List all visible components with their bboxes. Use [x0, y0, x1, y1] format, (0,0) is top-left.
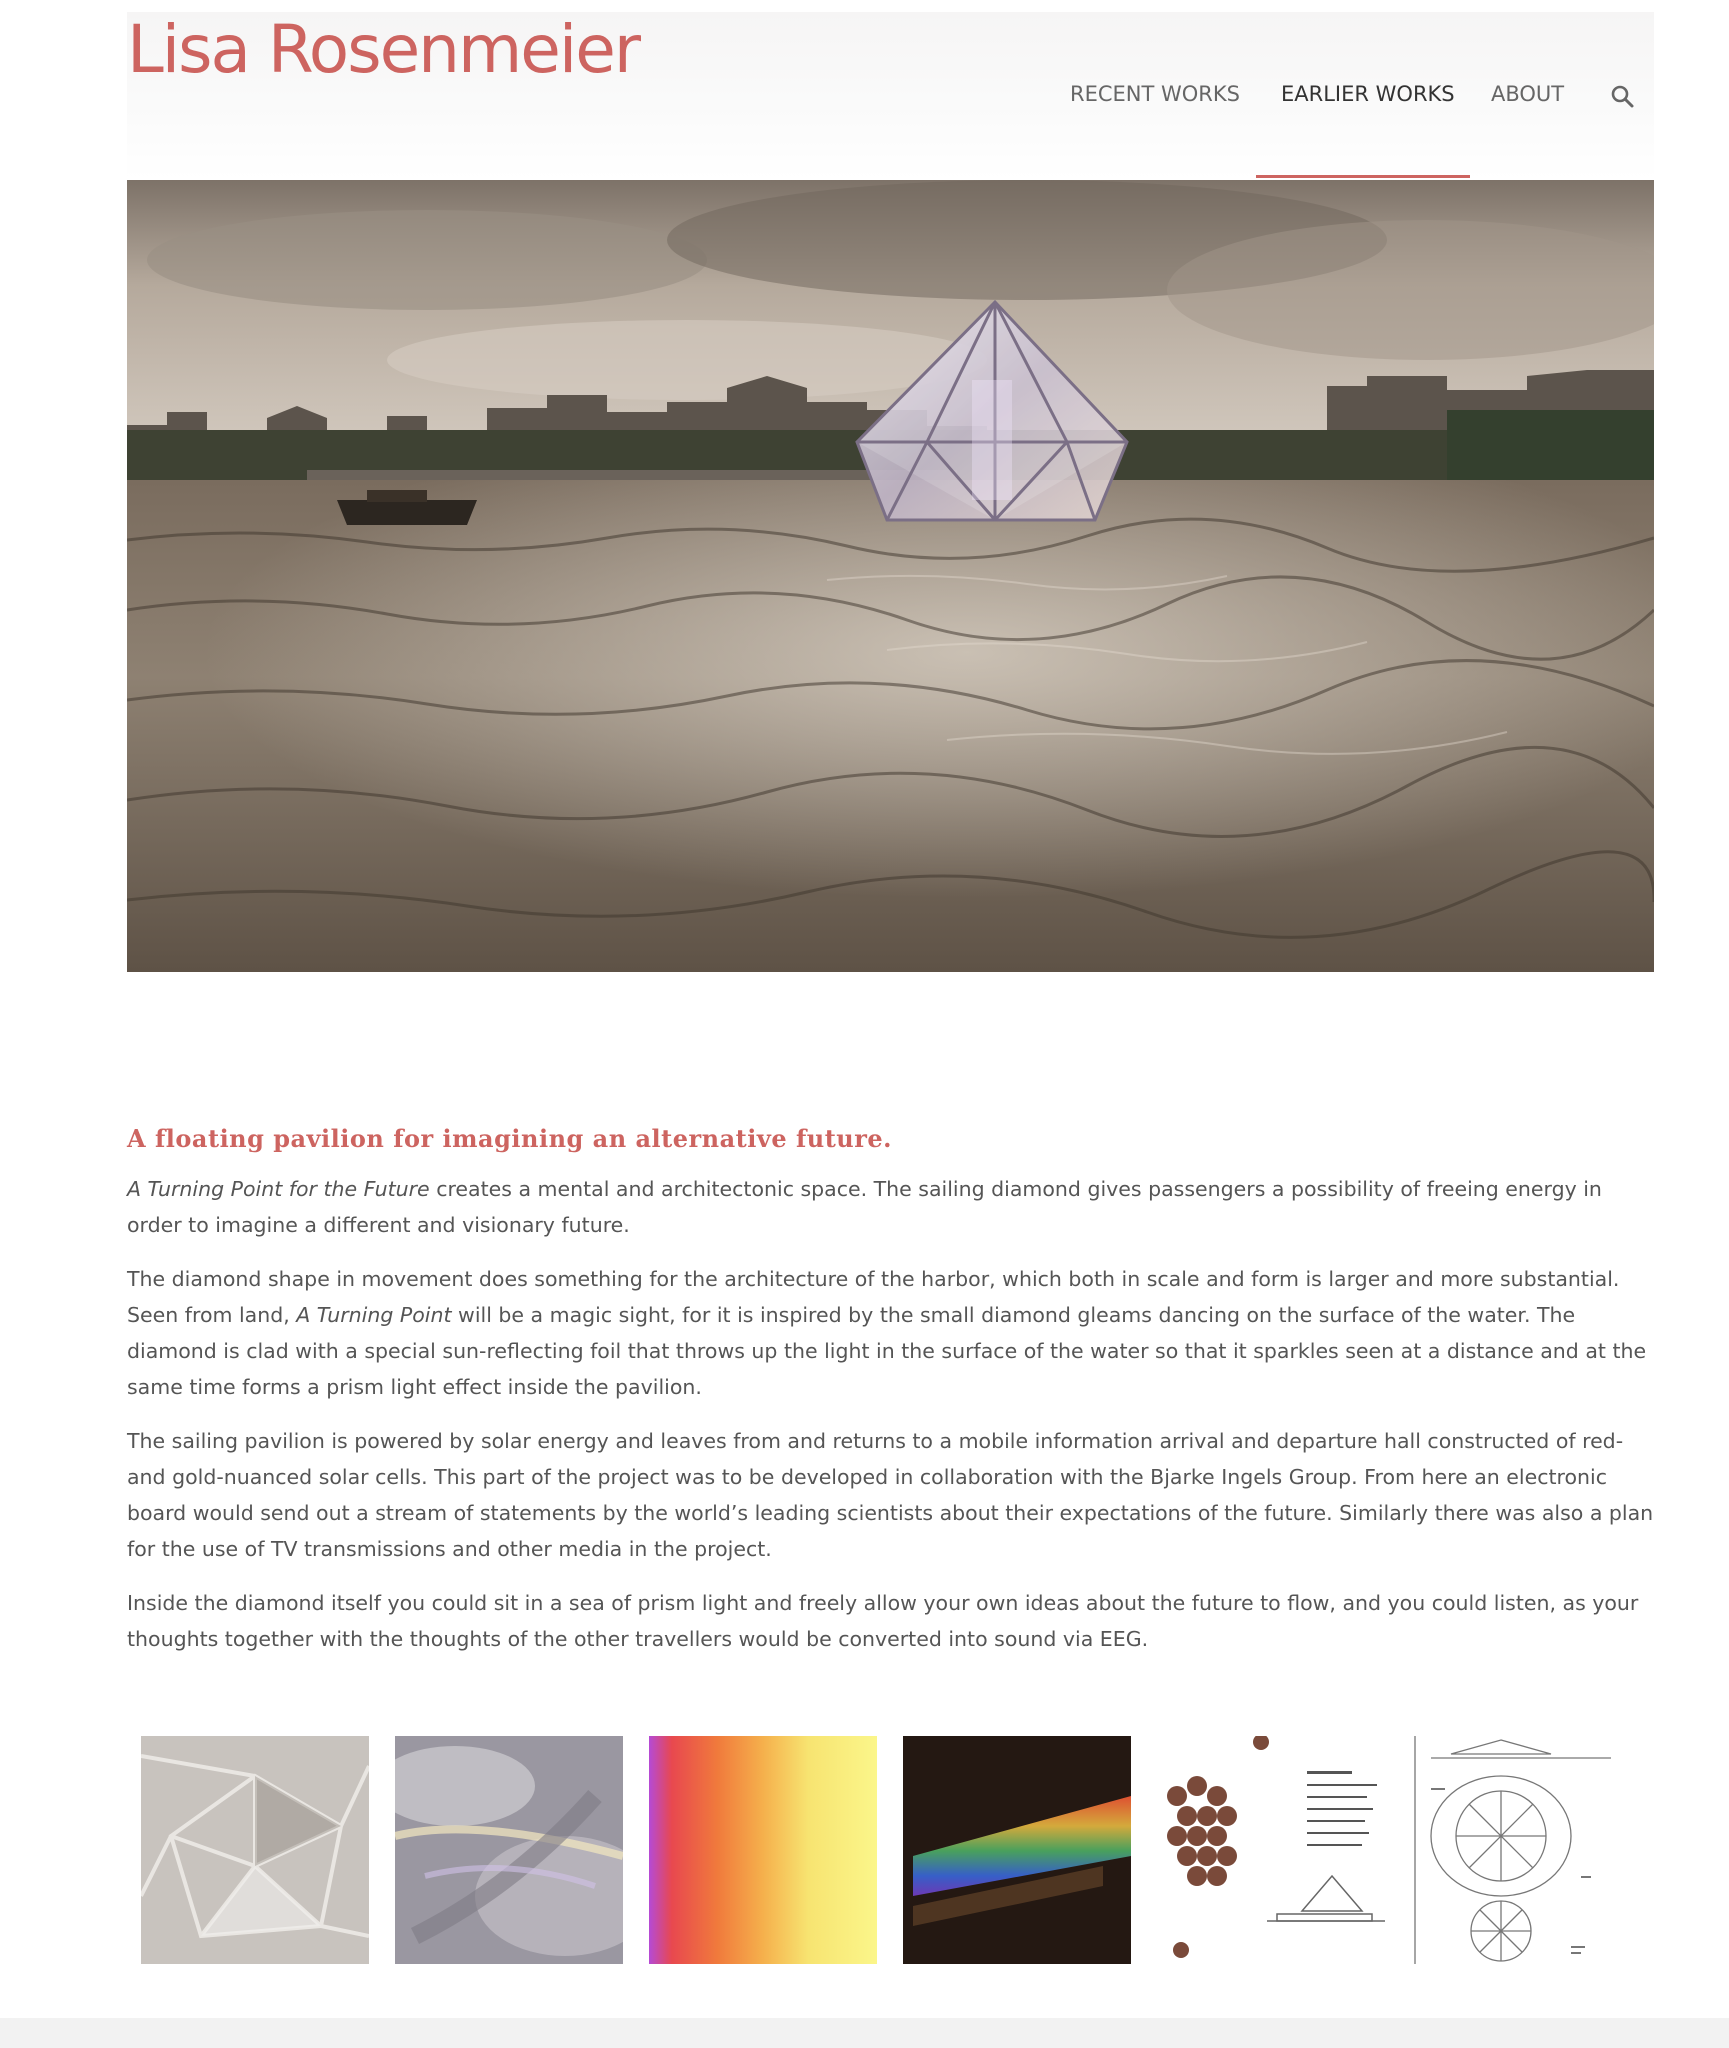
hero-image — [127, 180, 1654, 972]
color-gradient-photo-icon — [649, 1736, 877, 1964]
pavilion-plan-drawing-icon — [1411, 1736, 1639, 1964]
site-logo[interactable]: Lisa Rosenmeier — [127, 11, 639, 88]
gallery — [141, 1736, 1641, 1964]
nav-item-about[interactable]: ABOUT — [1491, 82, 1565, 106]
gallery-thumb-color-gradient[interactable] — [649, 1736, 877, 1964]
work-title: A Turning Point for the Future — [127, 1177, 430, 1201]
solar-cell-drawing-icon — [1157, 1736, 1385, 1964]
work-title-short: A Turning Point — [296, 1303, 452, 1327]
nav-item-recent-works[interactable]: RECENT WORKS — [1070, 82, 1240, 106]
paragraph-2-text-b: will be a magic sight, for it is inspired by the small diamond gleams dancing on the surface of the water. The diamond is clad with a special sun-reflecting foil that throws up the light in the surface of the water so that it sparkles seen at a distance and at the same time forms a prism light effect inside the pavilion. — [127, 1303, 1647, 1399]
gallery-thumb-geodesic-interior[interactable] — [141, 1736, 369, 1964]
paragraph-2-text-a: The diamond shape in movement does something for the architecture of the harbor, which both in scale and form is larger and more substantial. Seen from land, — [127, 1267, 1620, 1327]
article — [127, 1124, 1654, 1675]
rainbow-light-photo-icon — [903, 1736, 1131, 1964]
footer-strip — [0, 2018, 1729, 2048]
hero-photo-graphic — [127, 180, 1654, 972]
gallery-thumb-pavilion-plan[interactable] — [1411, 1736, 1639, 1964]
geodesic-interior-photo-icon — [141, 1736, 369, 1964]
gallery-thumb-solar-cell-drawing[interactable] — [1157, 1736, 1385, 1964]
site-header — [127, 12, 1654, 180]
gallery-thumb-prism-reflection[interactable] — [395, 1736, 623, 1964]
paragraph-3: The sailing pavilion is powered by solar energy and leaves from and returns to a mobile information arrival and departure hall constructed of red- and gold-nuanced solar cells. This part of the project was to be developed in collaboration with the Bjarke Ingels Group. From here an electronic board would send out a stream of statements by the world’s leading scientists about their expectations of the future. Similarly there was also a plan for the use of TV transmissions and other media in the project. — [127, 1429, 1654, 1561]
search-icon[interactable] — [1610, 84, 1636, 110]
prism-reflection-photo-icon — [395, 1736, 623, 1964]
paragraph-4: Inside the diamond itself you could sit in a sea of prism light and freely allow your own ideas about the future to flow, and you could listen, as your thoughts together with the thoughts of the other travellers would be converted into sound via EEG. — [127, 1591, 1639, 1651]
paragraph-1 — [127, 1171, 1654, 1243]
paragraph-2 — [127, 1261, 1654, 1405]
nav-active-indicator — [1256, 175, 1470, 178]
gallery-thumb-rainbow-light[interactable] — [903, 1736, 1131, 1964]
nav-item-earlier-works[interactable]: EARLIER WORKS — [1281, 82, 1455, 106]
article-tagline: A floating pavilion for imagining an alternative future. — [127, 1124, 893, 1153]
paragraph-1-text: creates a mental and architectonic space. The sailing diamond gives passengers a possibility of freeing energy in order to imagine a different and visionary future. — [127, 1177, 1602, 1237]
